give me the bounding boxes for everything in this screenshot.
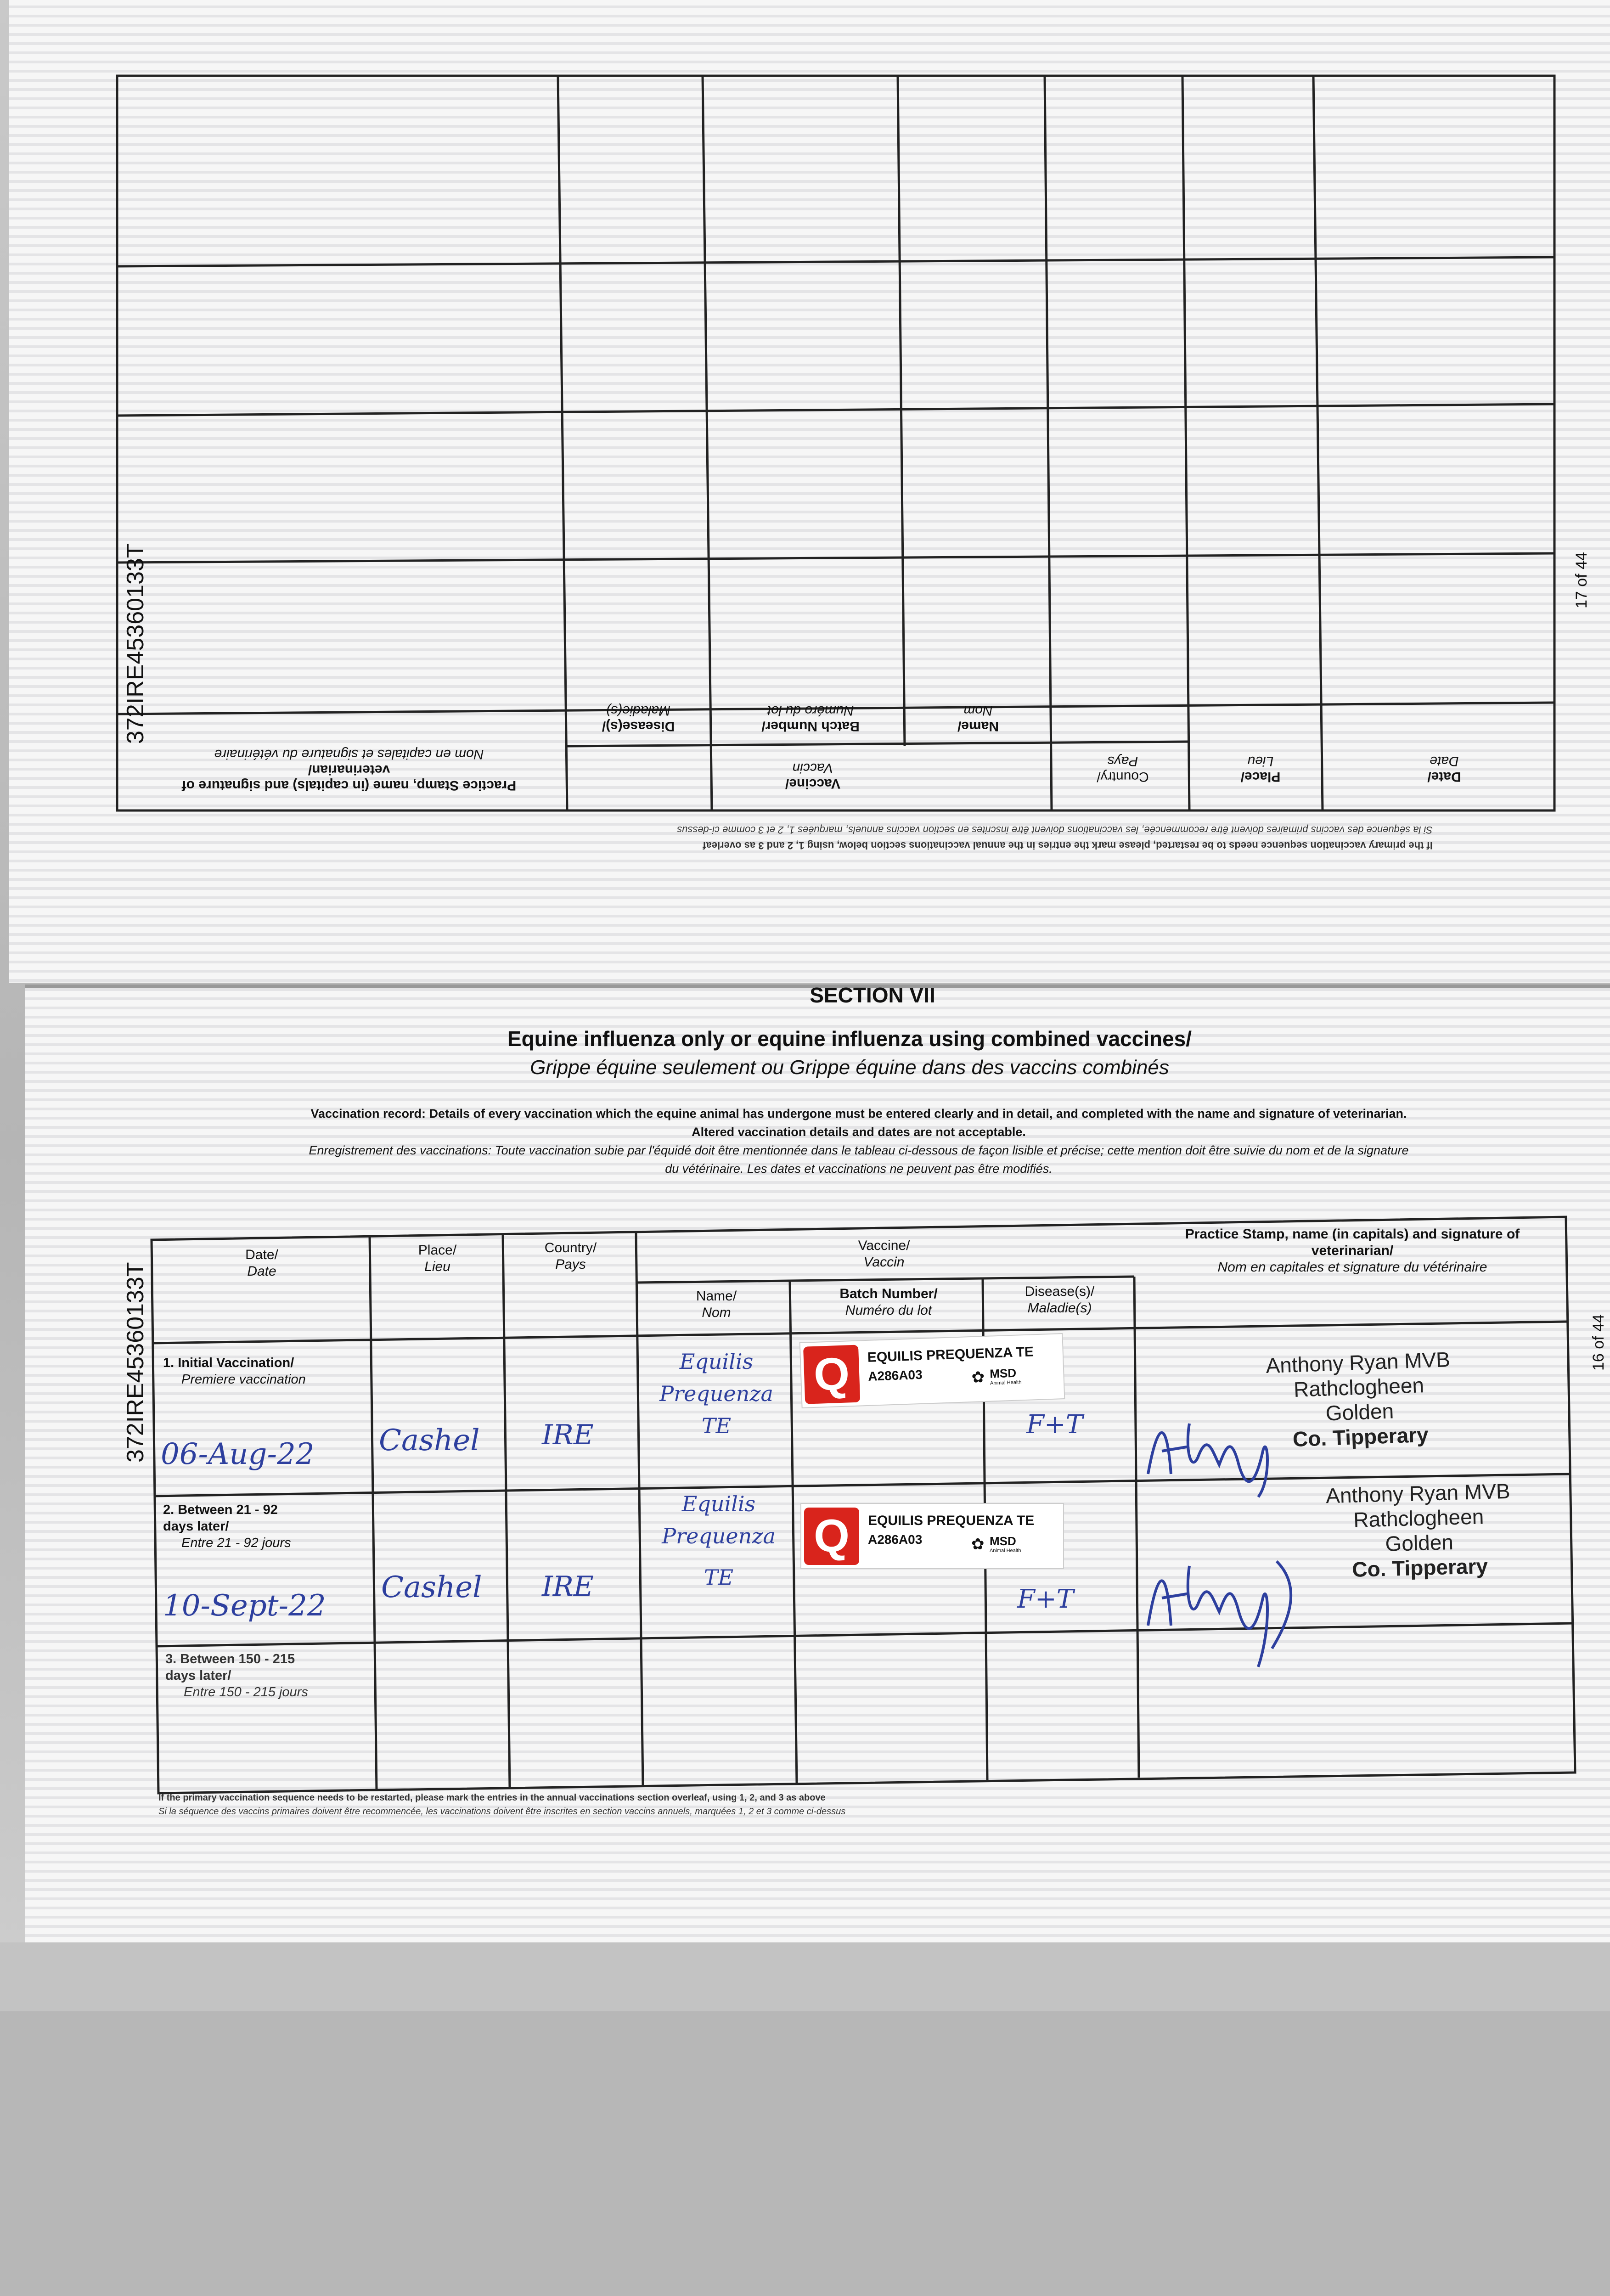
upper-header-place [1222,753,1300,784]
header-vaccine-fr: Vaccin [863,1255,905,1270]
row3-label-fr: Entre 150 - 215 jours [184,1685,308,1699]
row2-sticker-q-icon: Q [804,1508,859,1565]
header-vaccine-label: Vaccine/ [858,1238,910,1253]
row1-stamp-addr3: Co. Tipperary [1292,1422,1429,1452]
upper-country-label: Country/ [1097,769,1149,784]
upper-date-label: Date/ [1427,769,1461,784]
row2-date: 10-Sept-22 [163,1589,326,1623]
lower-page-number: 16 of 44 [1590,1314,1607,1371]
row1-batch-sticker [800,1334,1064,1407]
header-name [641,1288,792,1321]
upper-header-date [1405,753,1483,784]
row2-stamp-addr3: Co. Tipperary [1351,1554,1488,1581]
upper-restart-note [239,822,1433,853]
row1-disease: F+T [1026,1410,1083,1440]
row1-vet-stamp [1238,1346,1480,1453]
header-vaccine [781,1238,987,1271]
row2-sticker-title: EQUILIS PREQUENZA TE [868,1513,1035,1528]
row1-label-fr: Premiere vaccination [181,1372,306,1387]
record-en-2: Altered vaccination details and dates are not acceptable. [692,1125,1026,1139]
row1-vaccine-line1: Equilis [679,1349,754,1374]
row3-label-en: 3. Between 150 - 215 days later/ [165,1652,295,1683]
row1-sticker-brand: MSD [989,1366,1017,1381]
record-fr-2: du vétérinaire. Les dates et vaccinations ne peuvent pas être modifiés. [665,1162,1053,1176]
header-country-label: Country/ [544,1240,597,1255]
upper-header-disease [581,703,696,734]
upper-vaccine-label: Vaccine/ [785,776,841,791]
upper-header-vaccine [744,760,882,791]
header-name-fr: Nom [702,1305,731,1320]
row1-sticker-q-icon: Q [803,1345,860,1404]
upper-place-label: Place/ [1240,769,1281,784]
footer-note-fr: Si la séquence des vaccins primaires doivent être recommencée, les vaccinations doivent être inscrites en section vaccins annuels, marquées 1, 2 et 3 comme ci-dessus [158,1806,846,1817]
row1-place: Cashel [379,1424,480,1458]
upper-disease-label: Disease(s)/ [602,719,675,734]
row2-sticker-batch: A286A03 [868,1532,923,1547]
row1-date: 06-Aug-22 [161,1437,315,1471]
row2-vaccine-line2: Prequenza [662,1524,776,1548]
upper-place-fr: Lieu [1247,754,1274,769]
upper-note-en: If the primary vaccination sequence needs to be restarted, please mark the entries in the annual vaccinations section below, using 1, 2 and 3 as overleaf [703,840,1433,851]
upper-date-fr: Date [1430,754,1459,769]
row2-label-en: 2. Between 21 - 92 days later/ [163,1503,278,1534]
header-country-fr: Pays [555,1257,586,1272]
upper-header-batch [735,703,886,734]
record-fr-1: Enregistrement des vaccinations: Toute vaccination subie par l'équidé doit être mentionnée dans le tableau ci-dessous de façon lisible et précise; cette mention doit être suivie du nom et de la signature [309,1143,1409,1157]
row2-sticker-brand: MSD [990,1534,1016,1548]
header-date [156,1247,367,1280]
upper-note-fr: Si la séquence des vaccins primaires doivent être recommencée, les vaccinations doivent être inscrites en section vaccins annuels, marquées 1, 2 et 3 comme ci-dessus [677,824,1433,836]
row2-country: IRE [542,1570,594,1603]
row2-sticker-msd-icon: ✿ [971,1536,985,1553]
row1-stamp-addr2: Golden [1325,1399,1394,1425]
row2-label-fr: Entre 21 - 92 jours [181,1536,291,1550]
header-date-label: Date/ [245,1247,278,1262]
row2-stamp-addr2: Golden [1385,1530,1454,1556]
upper-name-label: Name/ [957,719,999,734]
header-disease-fr: Maladie(s) [1027,1300,1092,1316]
row2-batch-sticker [801,1504,1063,1568]
upper-practice-label: Practice Stamp, name (in capitals) and signature of veterinarian/ [181,762,517,793]
upper-page-number: 17 of 44 [1573,552,1590,608]
record-en-1: Vaccination record: Details of every vaccination which the equine animal has undergone must be entered clearly and in detail, and completed with the name and signature of veterinarian. [310,1107,1407,1120]
upper-header-country [1075,753,1171,784]
upper-header-name [937,703,1019,734]
row2-place: Cashel [381,1570,482,1604]
upper-practice-fr: Nom en capitales et signature du vétérinaire [214,747,484,762]
lower-passport-id: 372IRE45360133T [122,1262,149,1463]
upper-vaccine-fr: Vaccin [792,760,833,776]
row2-vaccine-line1: Equilis [681,1491,756,1516]
lower-footer-note [158,1791,1398,1818]
row1-stamp-name: Anthony Ryan MVB [1265,1347,1451,1378]
header-disease [985,1283,1134,1317]
upper-name-fr: Nom [963,703,993,718]
row2-stamp-name: Anthony Ryan MVB [1325,1479,1511,1508]
row2-vaccine-name [643,1488,794,1593]
row1-sticker-batch: A286A03 [867,1367,923,1384]
header-disease-label: Disease(s)/ [1025,1284,1095,1299]
header-place-fr: Lieu [424,1259,450,1274]
footer-note-en: If the primary vaccination sequence needs to be restarted, please mark the entries in the annual vaccinations section overleaf, using 1, 2, and 3 as above [158,1793,826,1803]
section-subtitle-en: Equine influenza only or equine influenza using combined vaccines/ [507,1027,1192,1051]
row1-sticker-title: EQUILIS PREQUENZA TE [867,1344,1034,1365]
header-name-label: Name/ [696,1289,737,1304]
section-title: SECTION VII [810,983,935,1007]
upper-header-practice [152,746,546,793]
header-practice [1143,1226,1561,1276]
row1-stamp-addr1: Rathclogheen [1293,1373,1424,1401]
row1-vaccine-name [643,1345,790,1442]
row2-vet-stamp [1298,1478,1539,1583]
row2-stamp-addr1: Rathclogheen [1353,1504,1484,1532]
row1-country: IRE [542,1419,594,1451]
header-date-fr: Date [247,1264,276,1279]
record-instructions [152,1104,1566,1178]
upper-passport-id: 372IRE45360133T [122,543,149,744]
upper-batch-fr: Numéro du lot [767,703,854,718]
upper-disease-fr: Maladie(s) [606,703,671,718]
header-batch-label: Batch Number/ [839,1286,938,1301]
header-practice-label: Practice Stamp, name (in capitals) and signature of veterinarian/ [1185,1227,1520,1258]
row1-vaccine-line2: Prequenza [659,1381,773,1406]
header-country [505,1240,636,1273]
row2-sticker-brand-sub: Animal Health [990,1548,1021,1553]
header-batch-fr: Numéro du lot [845,1303,932,1318]
row1-sticker-brand-sub: Animal Health [990,1379,1022,1386]
row1-sticker-msd-icon: ✿ [971,1368,985,1387]
header-batch [794,1286,983,1319]
header-place [372,1242,503,1275]
row2-vaccine-line3: TE [704,1565,734,1590]
row1-vaccine-line3: TE [701,1413,732,1438]
upper-batch-label: Batch Number/ [761,719,860,734]
row1-label-en: 1. Initial Vaccination/ [163,1356,294,1370]
row1-label [163,1355,365,1388]
upper-country-fr: Pays [1107,754,1138,769]
header-practice-fr: Nom en capitales et signature du vétérinaire [1217,1260,1487,1275]
row3-label [165,1651,340,1700]
section-subtitle-fr: Grippe équine seulement ou Grippe équine dans des vaccins combinés [530,1056,1169,1079]
row2-label [163,1502,356,1551]
header-place-label: Place/ [418,1243,457,1258]
row2-disease: F+T [1017,1584,1074,1614]
